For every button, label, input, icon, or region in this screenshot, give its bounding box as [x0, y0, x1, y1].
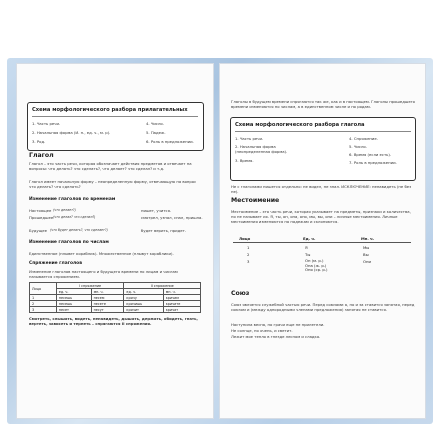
pron-cell-multiline: Он (м. р.) Она (ж. р.) Оно (ср. р.) [305, 258, 328, 273]
conj-cell: кричите [163, 301, 200, 307]
tense-future-q: (что будет делать?, что сделает?) [50, 228, 108, 232]
conj-cell: кричу [124, 295, 163, 301]
verb-item-2: 2. Начальная форма (неопределенная форма). [235, 144, 288, 155]
conj-sub: мн. ч. [91, 289, 124, 295]
adj-item-4: 4. Число. [146, 121, 164, 126]
verb-heading: Глагол [29, 152, 54, 159]
pron-cell: 2 [247, 252, 250, 257]
pron-header-rule [233, 242, 411, 243]
union-heading: Союз [231, 290, 250, 297]
tense-past-ex: смотрел, узнал, спал, пришла. [141, 215, 203, 220]
conj-cell: кричат [163, 307, 200, 313]
verb-initial-form: Глагол имеет начальную форму – неопределенную форму, отвечающую на вопрос что делать? что сделать? [29, 179, 197, 190]
title-underline [32, 116, 198, 117]
conj-sub: ед. ч. [56, 289, 91, 295]
person-text: Изменение глаголов настоящего и будущего времени по лицам и числам называется спряжением. [29, 269, 178, 280]
verb-scheme-title: Схема морфологического разбора глагола [235, 122, 365, 128]
number-text: Единственное (плывет кораблик). Множественное (плывут кораблики). [29, 251, 174, 256]
union-text: Союз является служебной частью речи. Перед союзами а, но и за ставится запятая, перед союзом и (между однородными членами предложения) запятая не ставится. [231, 302, 415, 313]
tense-present-ex: пишет, учится. [141, 208, 172, 213]
conj-cell: несем [91, 295, 124, 301]
adj-item-3: 3. Род. [32, 139, 46, 144]
tense-future-name: Будущее [29, 228, 47, 233]
right-page [219, 63, 426, 419]
number-heading: Изменение глаголов по числам [29, 240, 109, 245]
pron-cell: 1 [247, 245, 250, 250]
conj-cell: кричим [163, 295, 200, 301]
conj-cell: 1 [30, 295, 57, 301]
pronoun-heading: Местоимение [231, 197, 280, 204]
conj-cell: несете [91, 301, 124, 307]
verb-item-1: 1. Часть речи. [235, 136, 264, 141]
title-underline [235, 131, 411, 132]
pron-header-person: Лицо [239, 236, 251, 241]
conj-header-ii: II спряжение [124, 283, 201, 289]
conj-header-i: I спряжение [56, 283, 124, 289]
conj-cell: кричишь [124, 301, 163, 307]
adj-item-6: 6. Роль в предложении. [146, 139, 194, 144]
union-example-1: Наступила весна, но грачи еще не прилетели. [231, 322, 325, 327]
conj-cell: несет [56, 307, 91, 313]
ne-rule: Не с глаголами пишется отдельно: не видел, не знал. ИСКЛЮЧЕНИЕ: ненавидеть (не без не). [231, 184, 412, 195]
conj-cell: несешь [56, 301, 91, 307]
tense-future-ex: будет верить, придет. [141, 228, 187, 233]
conj-header-person: Лицо [30, 283, 57, 295]
pronoun-text: Местоимение – это часть речи, которая указывает на предметы, признаки и количества, но не называет их. Я, ты, он, она, оно, мы, вы, они – личные местоимения. Личные местоимения изменяются по падежам и склоняются. [231, 209, 411, 225]
conj-cell: несут [91, 307, 124, 313]
verb-item-7: 7. Роль в предложении. [349, 160, 397, 165]
tense-past-name: Прошедшее [29, 215, 54, 220]
conjugation-table [29, 282, 201, 313]
adjective-scheme-title: Схема морфологического разбора прилагательных [32, 107, 188, 113]
conj-sub: ед. ч. [124, 289, 163, 295]
tense-heading: Изменение глаголов по временам [29, 197, 116, 202]
verb-scheme-box [230, 117, 416, 181]
tense-present-q: (что делает?) [53, 208, 76, 212]
pron-cell: Я [305, 245, 308, 250]
conj-cell: 2 [30, 301, 57, 307]
union-example-3: Лежит мое тепло в гнезде лесном и сладко. [231, 334, 321, 339]
verb-item-4: 4. Спряжение. [349, 136, 378, 141]
left-page [16, 63, 214, 419]
pron-header-pl: Мн. ч. [361, 236, 375, 241]
pron-cell: 3 [247, 259, 250, 264]
adj-item-1: 1. Часть речи. [32, 121, 61, 126]
pronoun-table [231, 236, 415, 280]
conj-cell: несешь [56, 295, 91, 301]
pron-cell: Вы [363, 252, 369, 257]
tense-past-q: (что делал? что сделал?) [53, 215, 96, 219]
pron-cell: Они [363, 259, 371, 264]
conj-cell: 3 [30, 307, 57, 313]
pron-cell: Ты [305, 252, 311, 257]
conj-cell: кричит [124, 307, 163, 313]
tense-present-name: Настоящее [29, 208, 52, 213]
adj-item-2: 2. Начальная форма (И. п., ед. ч., м. р). [32, 130, 111, 135]
verb-item-5: 5. Число. [349, 144, 367, 149]
conj-exceptions: Смотреть, слышать, видеть, ненавидеть, дышать, держать, обидеть, гнать, вертеть, зависеть и терпеть – спрягаются II спряжения. [29, 316, 198, 327]
pron-cell: Мы [363, 245, 370, 250]
adjective-scheme-box [27, 102, 204, 151]
conj-sub: мн. ч. [163, 289, 200, 295]
pron-header-sg: Ед. ч. [303, 236, 316, 241]
verb-item-3: 3. Время. [235, 158, 254, 163]
future-tense-intro: Глаголы в будущем времени спрягаются так же, как и в настоящем. Глаголы прошедшего времени изменяются по числам, а в единственном числе и по родам. [231, 99, 415, 110]
person-heading: Спряжение глаголов [29, 261, 82, 266]
verb-definition: Глагол – это часть речи, которая обозначает действия предметов и отвечает на вопросы: что делать? что сделать?, что делает? что сделал? и т.д. [29, 161, 192, 172]
adj-item-5: 5. Падеж. [146, 130, 166, 135]
union-example-2: Не солнце, но очень, и светит. [231, 328, 293, 333]
verb-item-6: 6. Время (если есть). [349, 152, 392, 157]
